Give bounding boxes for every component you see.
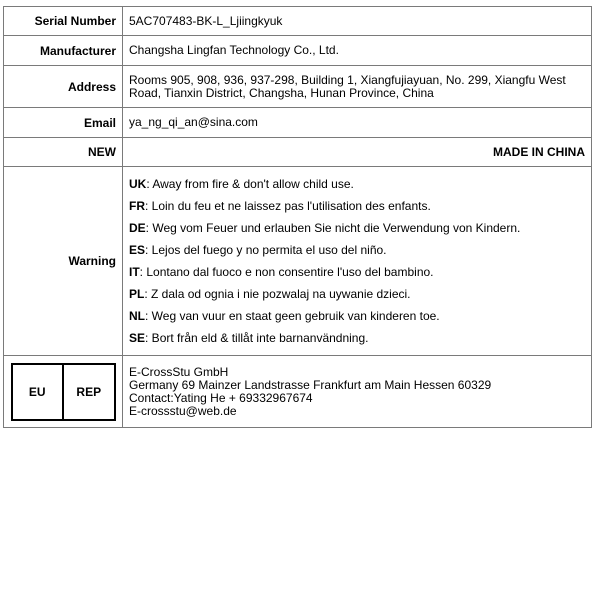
address-row bbox=[4, 66, 592, 108]
lang-code: IT bbox=[129, 265, 140, 279]
warning-text: : Lontano dal fuoco e non consentire l'uso del bambino. bbox=[139, 265, 434, 279]
warning-line-se bbox=[129, 327, 585, 349]
warning-text: : Weg van vuur en staat geen gebruik van kinderen toe. bbox=[145, 309, 440, 323]
warning-text: : Away from fire & don't allow child use. bbox=[146, 177, 354, 191]
eu-rep-company: E-CrossStu GmbH bbox=[129, 364, 229, 379]
eu-rep-badge-cell bbox=[4, 356, 123, 428]
warning-text: : Bort från eld & tillåt inte barnanvändning. bbox=[145, 331, 369, 345]
manufacturer-value: Changsha Lingfan Technology Co., Ltd. bbox=[123, 36, 592, 66]
eu-badge-text: EU bbox=[28, 384, 46, 399]
warning-label: Warning bbox=[4, 167, 123, 356]
serial-label: Serial Number bbox=[4, 7, 123, 36]
manufacturer-row bbox=[4, 36, 592, 66]
eu-rep-address: Germany 69 Mainzer Landstrasse Frankfurt am Main Hessen 60329 bbox=[129, 377, 492, 392]
warning-line-it bbox=[129, 261, 585, 283]
lang-code: UK bbox=[129, 177, 147, 191]
warning-text: : Z dala od ognia i nie pozwalaj na uywanie dzieci. bbox=[144, 287, 411, 301]
lang-code: ES bbox=[129, 243, 146, 257]
product-label-table bbox=[3, 6, 592, 428]
warning-line-uk bbox=[129, 173, 585, 195]
warning-row bbox=[4, 167, 592, 356]
email-label: Email bbox=[4, 108, 123, 138]
made-in-label: MADE IN CHINA bbox=[123, 138, 592, 167]
lang-code: SE bbox=[129, 331, 146, 345]
eu-rep-details bbox=[123, 356, 592, 428]
warning-line-pl bbox=[129, 283, 585, 305]
warning-lines bbox=[123, 167, 592, 356]
eu-rep-contact: Contact:Yating He + 69332967674 bbox=[129, 390, 313, 405]
warning-line-de bbox=[129, 217, 585, 239]
new-label: NEW bbox=[4, 138, 123, 167]
warning-line-nl bbox=[129, 305, 585, 327]
manufacturer-label: Manufacturer bbox=[4, 36, 123, 66]
serial-value: 5AC707483-BK-L_Ljiingkyuk bbox=[123, 7, 592, 36]
warning-text: : Loin du feu et ne laissez pas l'utilisation des enfants. bbox=[145, 199, 431, 213]
address-line-1: Rooms 905, 908, 936, 937-298, Building 1, Xiangfujiayuan, No. 299, Xiangfu West bbox=[129, 72, 566, 87]
address-label: Address bbox=[4, 66, 123, 108]
warning-line-fr bbox=[129, 195, 585, 217]
warning-text: : Weg vom Feuer und erlauben Sie nicht die Verwendung von Kindern. bbox=[145, 221, 521, 235]
lang-code: FR bbox=[129, 199, 145, 213]
lang-code: DE bbox=[129, 221, 146, 235]
origin-row bbox=[4, 138, 592, 167]
email-value: ya_ng_qi_an@sina.com bbox=[123, 108, 592, 138]
warning-text: : Lejos del fuego y no permita el uso del niño. bbox=[145, 243, 387, 257]
warning-line-es bbox=[129, 239, 585, 261]
eu-rep-email: E-crossstu@web.de bbox=[129, 403, 237, 418]
eu-rep-row bbox=[4, 356, 592, 428]
rep-badge-text: REP bbox=[62, 365, 114, 419]
address-value bbox=[123, 66, 592, 108]
email-row bbox=[4, 108, 592, 138]
address-line-2: Road, Tianxin District, Changsha, Hunan Province, China bbox=[129, 85, 434, 100]
eu-rep-badge bbox=[11, 363, 116, 421]
lang-code: PL bbox=[129, 287, 145, 301]
serial-row bbox=[4, 7, 592, 36]
lang-code: NL bbox=[129, 309, 145, 323]
